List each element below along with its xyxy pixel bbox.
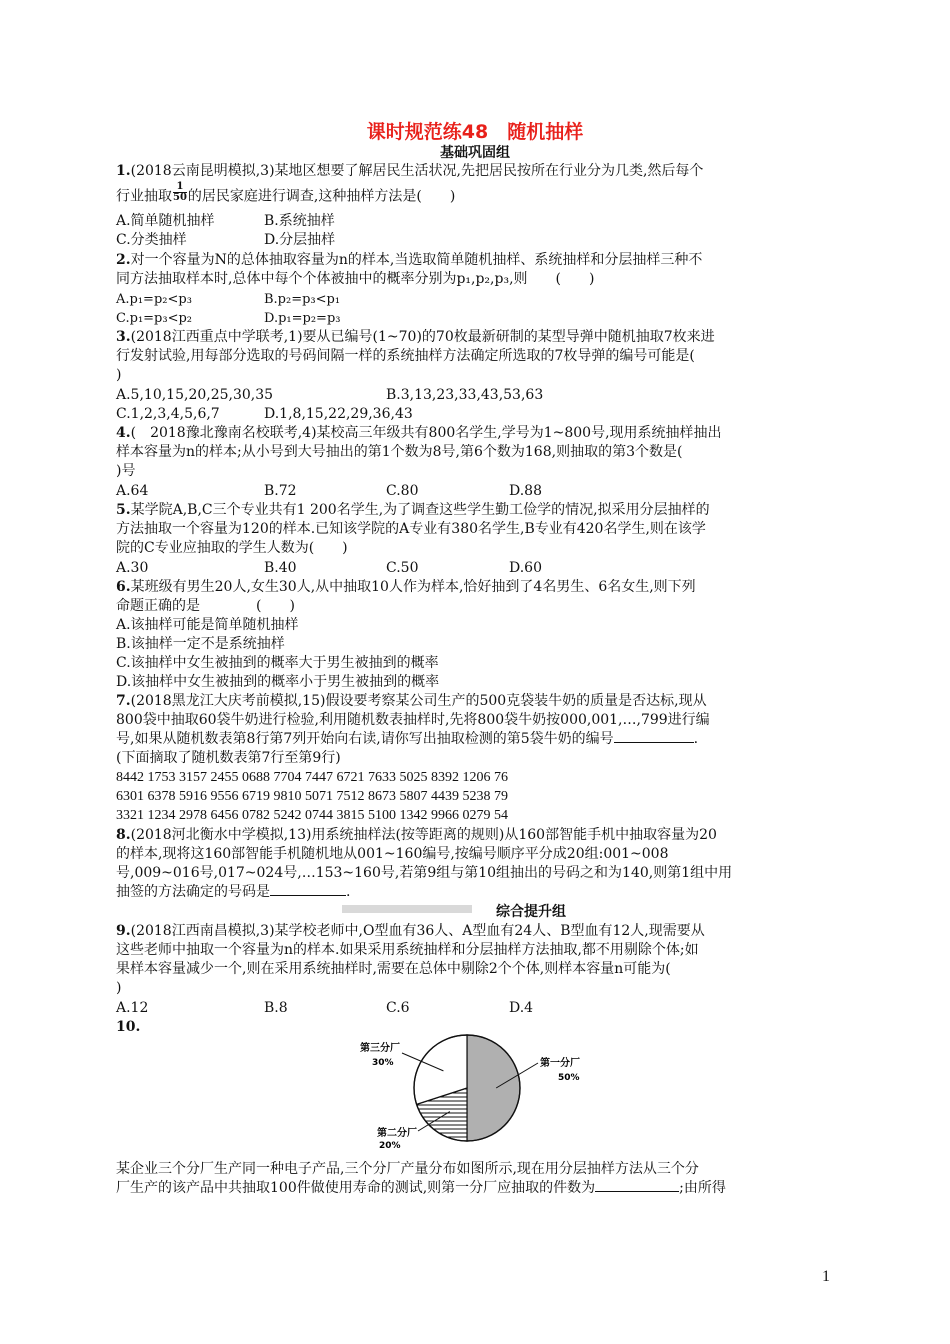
section-heading-advanced: 综合提升组 — [496, 904, 566, 920]
page-title: 课时规范练48 随机抽样 — [366, 121, 584, 143]
pie-label-first: 第一分厂 — [540, 1058, 580, 1069]
random-table-row-8: 6301 6378 5916 9556 6719 9810 5071 7512 8673 5807 4439 5238 79 — [116, 789, 508, 804]
q4-option-b: B.72 — [264, 483, 297, 499]
q5-line2: 方法抽取一个容量为120的样本.已知该学院的A专业有380名学生,B专业有420名学生,则在该学 — [116, 521, 706, 537]
q7-number: 7. — [116, 693, 131, 709]
pie-label-third: 第三分厂 — [360, 1043, 400, 1054]
q9-option-a: A.12 — [116, 1000, 149, 1016]
q5-line3: 院的C专业应抽取的学生人数为( ) — [116, 540, 348, 556]
q6-line1: 6.某班级有男生20人,女生30人,从中抽取10人作为样本,恰好抽到了4名男生、6名女生,则下列 — [116, 579, 696, 595]
fraction-1-50: $\frac{1}{50}$ — [173, 181, 187, 203]
q9-line3: 果样本容量减少一个,则在采用系统抽样时,需要在总体中剔除2个个体,则样本容量n可能为( — [116, 961, 671, 977]
pie-chart — [350, 1023, 610, 1148]
q3-option-d: D.1,8,15,22,29,36,43 — [264, 406, 413, 422]
q9-line4: ) — [116, 980, 122, 996]
q9-option-b: B.8 — [264, 1000, 288, 1016]
q7-line4: (下面摘取了随机数表第7行至第9行) — [116, 750, 341, 766]
q2-line2: 同方法抽取样本时,总体中每个个体被抽中的概率分别为p₁,p₂,p₃,则 ( ) — [116, 271, 595, 287]
q3-line1: 3.(2018江西重点中学联考,1)要从已编号(1~70)的70枚最新研制的某型导弹中随机抽取7枚来进 — [116, 329, 715, 345]
q10-line2: 厂生产的该产品中共抽取100件做使用寿命的测试,则第一分厂应抽取的件数为 ;由所得 — [116, 1180, 726, 1196]
random-table-row-9: 3321 1234 2978 6456 0782 5242 0744 3815 5100 1342 9966 0279 54 — [116, 808, 508, 823]
answer-blank — [614, 730, 694, 743]
q2-number: 2. — [116, 252, 131, 268]
q3-option-a: A.5,10,15,20,25,30,35 — [116, 387, 274, 403]
q3-line2: 行发射试验,用每部分选取的号码间隔一样的系统抽样方法确定所选取的7枚导弹的编号可能是( — [116, 348, 695, 364]
q6-option-c: C.该抽样中女生被抽到的概率大于男生被抽到的概率 — [116, 655, 439, 671]
q5-option-c: C.50 — [386, 560, 419, 576]
q9-option-d: D.4 — [509, 1000, 534, 1016]
q2-option-b: B.p₂=p₃<p₁ — [264, 292, 341, 307]
q1-option-c: C.分类抽样 — [116, 232, 187, 248]
q3-option-b: B.3,13,23,33,43,53,63 — [386, 387, 544, 403]
q3-number: 3. — [116, 329, 131, 345]
q8-number: 8. — [116, 827, 131, 843]
q4-option-a: A.64 — [116, 483, 149, 499]
q5-number: 5. — [116, 502, 131, 518]
q2-option-c: C.p₁=p₃<p₂ — [116, 311, 193, 326]
q2-option-d: D.p₁=p₂=p₃ — [264, 311, 341, 326]
q1-options-row1 — [116, 212, 215, 230]
section-heading-basic: 基础巩固组 — [440, 145, 510, 161]
pie-label-second: 第二分厂 — [377, 1128, 417, 1139]
q8-line2: 的样本,现将这160部智能手机随机地从001~160编号,按编号顺序平分成20组:001~008 — [116, 846, 669, 862]
q2-line1: 2.对一个容量为N的总体抽取容量为n的样本,当选取简单随机抽样、系统抽样和分层抽样三种不 — [116, 252, 703, 268]
q9-line1: 9.(2018江西南昌模拟,3)某学校老师中,O型血有36人、A型血有24人、B型血有12人,现需要从 — [116, 923, 705, 939]
q1-line1: 1.(2018云南昆明模拟,3)某地区想要了解居民生活状况,先把居民按所在行业分为几类,然后每个 — [116, 163, 704, 179]
q3-line3: ) — [116, 367, 122, 383]
q9-line2: 这些老师中抽取一个容量为n的样本.如果采用系统抽样和分层抽样方法抽取,都不用剔除个体;如 — [116, 942, 699, 958]
pie-value-third: 30% — [372, 1058, 394, 1068]
page-number: 1 — [822, 1268, 830, 1285]
q3-option-c: C.1,2,3,4,5,6,7 — [116, 406, 220, 422]
q6-line2: 命题正确的是 ( ) — [116, 598, 295, 614]
answer-blank — [270, 883, 346, 896]
q6-number: 6. — [116, 579, 131, 595]
q4-option-c: C.80 — [386, 483, 419, 499]
q6-option-d: D.该抽样中女生被抽到的概率小于男生被抽到的概率 — [116, 674, 440, 690]
q9-option-c: C.6 — [386, 1000, 410, 1016]
q4-line2: 样本容量为n的样本;从小号到大号抽出的第1个数为8号,第6个数为168,则抽取的第3个数是( — [116, 444, 683, 460]
pie-value-second: 20% — [379, 1141, 401, 1148]
q1-option-b: B.系统抽样 — [264, 213, 335, 229]
q1-line2: 行业抽取 $\frac{1}{50}$ 的居民家庭进行调查,这种抽样方法是( ) — [116, 181, 456, 205]
pie-value-first: 50% — [558, 1073, 580, 1083]
q1-option-a: A.简单随机抽样 — [116, 213, 215, 229]
q4-number: 4. — [116, 425, 131, 441]
q1-option-d: D.分层抽样 — [264, 232, 336, 248]
q5-option-a: A.30 — [116, 560, 149, 576]
q10-number: 10. — [116, 1019, 141, 1035]
q5-option-b: B.40 — [264, 560, 297, 576]
random-table-row-7: 8442 1753 3157 2455 0688 7704 7447 6721 7633 5025 8392 1206 76 — [116, 770, 508, 785]
q8-line4: 抽签的方法确定的号码是 . — [116, 884, 351, 900]
q9-number: 9. — [116, 923, 131, 939]
q4-option-d: D.88 — [509, 483, 542, 499]
q1-number: 1. — [116, 163, 131, 179]
answer-blank — [595, 1179, 679, 1192]
q8-line3: 号,009~016号,017~024号,…153~160号,若第9组与第10组抽出的号码之和为140,则第1组中用 — [116, 865, 733, 881]
q4-line3: )号 — [116, 463, 136, 479]
q6-option-b: B.该抽样一定不是系统抽样 — [116, 636, 285, 652]
q7-line3: 号,如果从随机数表第8行第7列开始向右读,请你写出抽取检测的第5袋牛奶的编号 . — [116, 731, 699, 747]
q7-line2: 800袋中抽取60袋牛奶进行检验,利用随机数表抽样时,先将800袋牛奶按000,001,…,799进行编 — [116, 712, 710, 728]
q7-line1: 7.(2018黑龙江大庆考前模拟,15)假设要考察某公司生产的500克袋装牛奶的质量是否达标,现从 — [116, 693, 707, 709]
q5-line1: 5.某学院A,B,C三个专业共有1 200名学生,为了调查这些学生勤工俭学的情况,拟采用分层抽样的 — [116, 502, 710, 518]
q2-option-a: A.p₁=p₂<p₃ — [116, 292, 192, 307]
q8-line1: 8.(2018河北衡水中学模拟,13)用系统抽样法(按等距离的规则)从160部智能手机中抽取容量为20 — [116, 827, 717, 843]
pie-slice-first — [467, 1035, 520, 1141]
q6-option-a: A.该抽样可能是简单随机抽样 — [116, 617, 299, 633]
q4-line1: 4.( 2018豫北豫南名校联考,4)某校高三年级共有800名学生,学号为1~800号,现用系统抽样抽出 — [116, 425, 722, 441]
q5-option-d: D.60 — [509, 560, 542, 576]
q10-line1: 某企业三个分厂生产同一种电子产品,三个分厂产量分布如图所示,现在用分层抽样方法从三个分 — [116, 1161, 699, 1177]
